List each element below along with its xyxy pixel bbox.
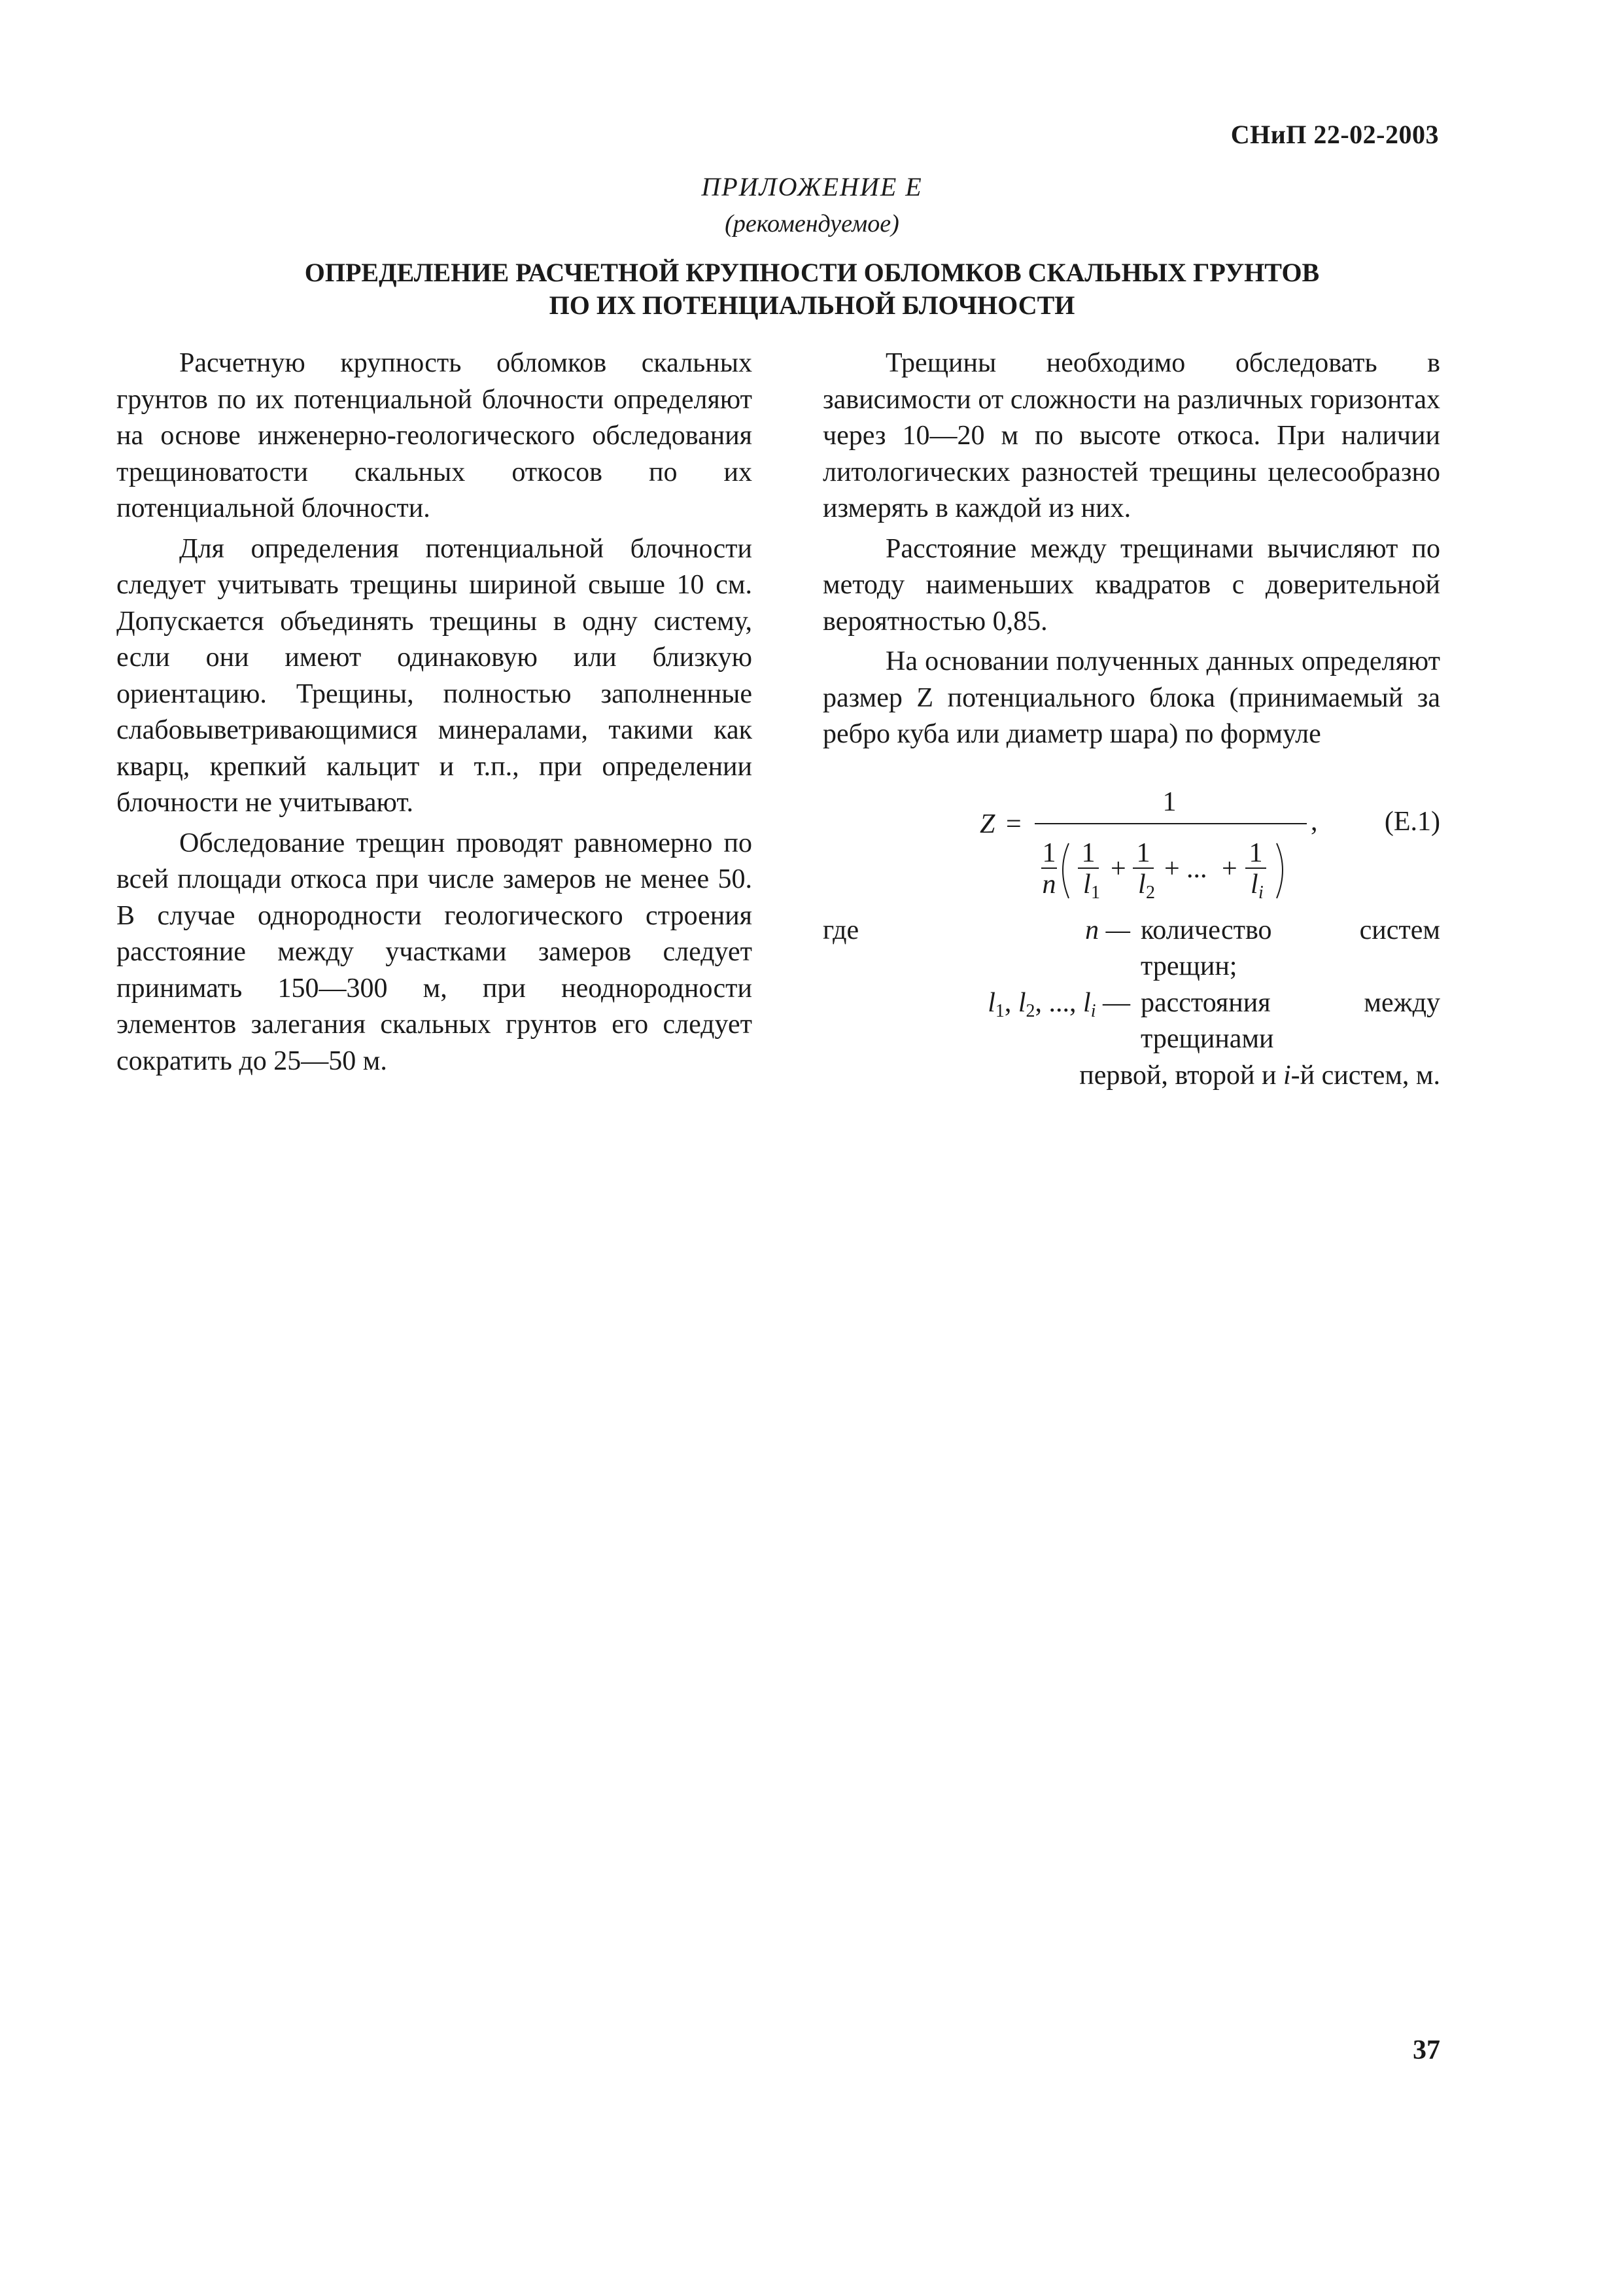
formula-plus-2: +	[1164, 853, 1180, 884]
left-column	[116, 345, 752, 1083]
formula-term1-num: 1	[1081, 837, 1096, 868]
formula-term1-sub: 1	[1091, 882, 1100, 903]
formula-left-paren	[1063, 843, 1069, 898]
formula-term2-sub: 2	[1146, 882, 1155, 903]
formula-one-over-n-num: 1	[1042, 837, 1056, 868]
legend-row-n	[823, 913, 1440, 985]
formula-legend	[823, 913, 1440, 1095]
formula-term3-l: l	[1251, 869, 1258, 900]
formula-term2-l: l	[1138, 869, 1146, 900]
paragraph: Обследование трещин проводят равномерно по всей площади откоса при числе замеров не менее 50. В случае однородности геологического строения расстояние между участками замеров следует принимать 150—300 м, при неоднородности элементов залегания скальных грунтов его следует сократить до 25—50 м.	[116, 828, 752, 1076]
section-title-line-1: ОПРЕДЕЛЕНИЕ РАСЧЕТНОЙ КРУПНОСТИ ОБЛОМКОВ СКАЛЬНЫХ ГРУНТОВ	[304, 258, 1320, 287]
legend-where: где	[823, 915, 859, 945]
formula-n: n	[1042, 869, 1056, 900]
paragraph: На основании полученных данных определяют размер Z потенциального блока (принимаемый за ребро куба или диаметр шара) по формуле	[823, 646, 1440, 749]
document-code: СНиП 22-02-2003	[1230, 120, 1439, 149]
formula-term3-sub: i	[1258, 882, 1264, 903]
paragraph: Расчетную крупность обломков скальных грунтов по их потенциальной блочности определяют на основе инженерно-геологического обследования трещиноватости скальных откосов по их потенциальной блочности.	[116, 348, 752, 523]
formula-e1	[823, 762, 1440, 906]
legend-text-l: расстояния между трещинами	[1141, 987, 1440, 1054]
legend-text-n: количество систем трещин;	[1141, 915, 1440, 981]
formula-equals: =	[1006, 809, 1022, 839]
paragraph: Расстояние между трещинами вычисляют по методу наименьших квадратов с доверительной вероятностью 0,85.	[823, 533, 1440, 637]
formula-ellipsis: ...	[1186, 853, 1207, 884]
formula-number: (Е.1)	[1384, 806, 1440, 837]
formula-graphic	[973, 762, 1339, 906]
legend-symbol-l: $l_1$, $l_2$, ..., $l_i$ —	[988, 987, 1130, 1021]
legend-row-l	[823, 985, 1440, 1058]
paragraph: Для определения потенциальной блочности следует учитывать трещины шириной свыше 10 см. Допускается объединять трещины в одну систему, если они имеют одинаковую или близкую ориентацию. Трещины, полностью заполненные слабовыветривающимися минералами, такими как кварц, крепкий кальцит и т.п., при определении блочности не учитывают.	[116, 533, 752, 818]
legend-text-l-continued: первой, второй и i-й систем, м.	[1079, 1060, 1440, 1091]
formula-term1-l: l	[1083, 869, 1091, 900]
right-column	[823, 345, 1440, 1094]
formula-term2-num: 1	[1136, 837, 1150, 868]
formula-plus-3: +	[1222, 853, 1237, 884]
formula-plus-1: +	[1111, 853, 1126, 884]
formula-right-paren	[1277, 843, 1283, 898]
formula-term3-num: 1	[1249, 837, 1263, 868]
section-title-line-2: ПО ИХ ПОТЕНЦИАЛЬНОЙ БЛОЧНОСТИ	[549, 290, 1075, 320]
formula-numerator: 1	[1162, 786, 1177, 817]
page-number: 37	[1413, 2035, 1440, 2065]
formula-comma: ,	[1311, 806, 1318, 837]
appendix-label: ПРИЛОЖЕНИЕ Е	[701, 172, 923, 201]
appendix-status: (рекомендуемое)	[725, 210, 899, 237]
paragraph: Трещины необходимо обследовать в зависимости от сложности на различных горизонтах через 10—20 м по высоте откоса. При наличии литологических разностей трещины целесообразно измерять в каждой из них.	[823, 348, 1440, 523]
section-title	[196, 256, 1428, 322]
legend-symbol-n: n —	[1085, 915, 1130, 945]
formula-lhs: Z	[980, 809, 995, 839]
